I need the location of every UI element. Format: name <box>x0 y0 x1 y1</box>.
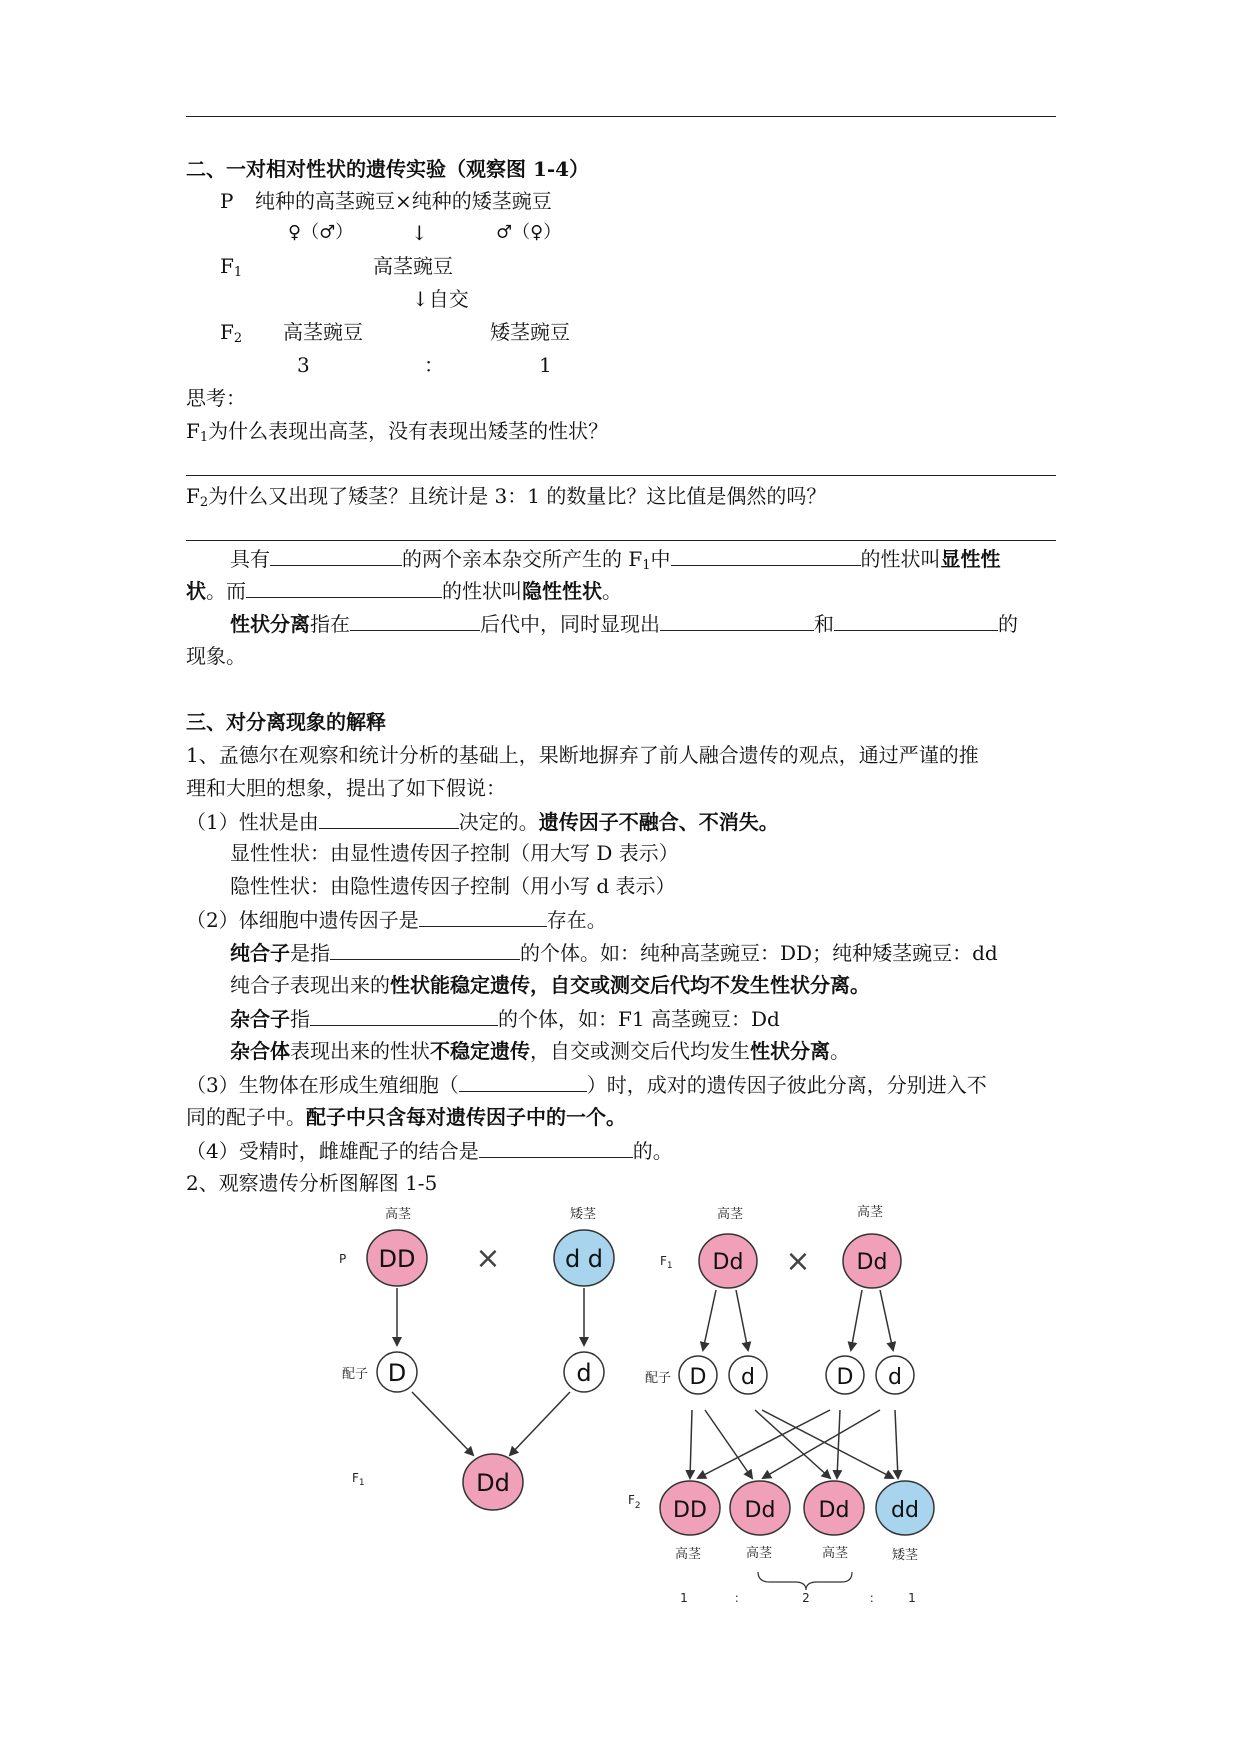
F2-phenotype-2: 高茎 <box>745 1546 773 1561</box>
dominant-trait-note: 显性性状：由显性遗传因子控制（用大写 D 表示） <box>230 841 679 865</box>
arrow-D1-to-DD <box>690 1410 692 1478</box>
homozygote-definition: 纯合子是指 的个体。如：纯种高茎豌豆：DD；纯种矮茎豌豆：dd <box>230 937 998 968</box>
arrow-F1L-to-D <box>703 1290 716 1350</box>
ratio-1-right: 1 <box>908 1591 916 1605</box>
F2-Dd-2-text: Dd <box>818 1498 850 1523</box>
left-f1-label: $F_1$ <box>352 1471 365 1488</box>
arrow-D-to-F1 <box>412 1392 473 1455</box>
hypothesis-intro-line2: 理和大胆的想象，提出了如下假说： <box>186 776 506 800</box>
p-generation-label: P <box>220 189 234 213</box>
hypothesis-intro-line1: 1、孟德尔在观察和统计分析的基础上，果断地摒弃了前人融合遗传的观点，通过严谨的推 <box>186 743 979 767</box>
F2-DD-text: DD <box>673 1498 707 1523</box>
arrow-F1L-to-d <box>736 1290 748 1350</box>
arrow-F1R-to-D <box>851 1290 862 1350</box>
gamete-D-left-text: D <box>387 1359 407 1387</box>
f1-label: $F_1$ <box>220 254 243 280</box>
gamete-d2-text: d <box>888 1365 902 1390</box>
left-tall-label: 高茎 <box>384 1207 412 1222</box>
dominant-definition-line1: 具有 的两个亲本杂交所产生的 $F_1$中 的性状叫显性性 <box>230 543 1001 581</box>
right-f2-label: $F_2$ <box>628 1493 641 1511</box>
F1-Dd-left-text: Dd <box>712 1250 744 1275</box>
gamete-D1-text: D <box>689 1365 707 1390</box>
sex-symbols-right: ♂（♀） <box>496 222 562 243</box>
gamete-d1-text: d <box>741 1365 755 1390</box>
p-generation-text: 纯种的高茎豌豆×纯种的矮茎豌豆 <box>255 189 552 213</box>
heterozygote-definition: 杂合子指 的个体，如：F1 高茎豌豆：Dd <box>230 1003 780 1034</box>
ratio-three: 3 <box>297 353 310 377</box>
right-gamete-label: 配子 <box>645 1371 672 1386</box>
hypothesis-3-line1: （3）生物体在形成生殖细胞（ ）时，成对的遗传因子彼此分离，分别进入不 <box>186 1069 987 1100</box>
gamete-d-left-text: d <box>576 1359 592 1387</box>
f2-label: $F_2$ <box>220 320 243 346</box>
ratio-colon-1: ： <box>733 1591 747 1605</box>
section2-heading: 二、一对相对性状的遗传实验（观察图 1-4） <box>186 157 590 181</box>
arrow-d2-to-dd <box>895 1410 898 1478</box>
ratio-colon: ： <box>424 353 444 377</box>
parent-dd-text: d d <box>564 1245 604 1273</box>
homozygote-stability: 纯合子表现出来的性状能稳定遗传，自交或测交后代均不发生性状分离。 <box>230 973 870 997</box>
parent-DD-text: DD <box>378 1245 416 1273</box>
ratio-2: 2 <box>802 1591 810 1605</box>
question-1: $F_1$为什么表现出高茎，没有表现出矮茎的性状？ <box>186 419 609 445</box>
ratio-one: 1 <box>539 353 552 377</box>
ratio-colon-2: ： <box>868 1591 882 1605</box>
f1-phenotype: 高茎豌豆 <box>373 254 453 278</box>
selfing-arrow: ↓自交 <box>412 287 469 311</box>
recessive-trait-note: 隐性性状：由隐性遗传因子控制（用小写 d 表示） <box>230 874 676 898</box>
hypothesis-3-line2: 同的配子中。配子中只含每对遗传因子中的一个。 <box>186 1105 626 1129</box>
right-f1-label: $F_1$ <box>660 1254 673 1271</box>
f2-tall-phenotype: 高茎豌豆 <box>283 320 363 344</box>
arrow-D1-to-Dd1 <box>705 1410 752 1478</box>
cross-down-arrow: ↓ <box>411 221 428 245</box>
F1-Dd-right-text: Dd <box>856 1250 888 1275</box>
segregation-definition-line2: 现象。 <box>186 644 246 668</box>
F2-phenotype-4: 矮茎 <box>891 1548 919 1563</box>
hypothesis-2: （2）体细胞中遗传因子是 存在。 <box>186 904 607 935</box>
F2-phenotype-3: 高茎 <box>821 1546 849 1561</box>
F2-phenotype-1: 高茎 <box>674 1547 702 1562</box>
right-tall-label-2: 高茎 <box>856 1205 884 1220</box>
left-short-label: 矮茎 <box>569 1207 597 1222</box>
f2-short-phenotype: 矮茎豌豆 <box>490 320 570 344</box>
left-gamete-label: 配子 <box>342 1367 369 1382</box>
dominant-definition-line2: 状。而 的性状叫隐性性状。 <box>186 575 622 606</box>
figure-reference: 2、观察遗传分析图解图 1-5 <box>186 1171 438 1195</box>
left-cross-symbol: × <box>475 1241 501 1276</box>
arrow-F1R-to-d <box>880 1290 893 1350</box>
right-cross-symbol: × <box>785 1244 811 1279</box>
sex-symbols-left: ♀（♂） <box>288 222 354 243</box>
arrow-d1-to-Dd2 <box>755 1410 830 1478</box>
segregation-definition-line1: 性状分离指在 后代中，同时显现出 和 的 <box>230 608 1018 639</box>
think-label: 思考： <box>186 386 246 410</box>
hypothesis-4: （4）受精时，雌雄配子的结合是 的。 <box>186 1135 673 1166</box>
F1-Dd-text: Dd <box>476 1469 510 1497</box>
arrow-D2-to-Dd2 <box>837 1410 840 1478</box>
arrow-D2-to-DD <box>698 1410 830 1478</box>
F2-dd-text: dd <box>891 1498 919 1523</box>
question-2: $F_2$为什么又出现了矮茎？且统计是 3：1 的数量比？这比值是偶然的吗？ <box>186 484 827 510</box>
F2-Dd-1-text: Dd <box>744 1498 776 1523</box>
right-tall-label-1: 高茎 <box>716 1207 744 1222</box>
ratio-1-left: 1 <box>680 1591 688 1605</box>
ratio-brace <box>758 1572 852 1590</box>
gamete-D2-text: D <box>836 1365 854 1390</box>
section3-heading: 三、对分离现象的解释 <box>186 710 386 734</box>
hypothesis-1: （1）性状是由 决定的。遗传因子不融合、不消失。 <box>186 806 779 837</box>
heterozygote-instability: 杂合体表现出来的性状不稳定遗传，自交或测交后代均发生性状分离。 <box>230 1039 850 1063</box>
arrow-d-to-F1 <box>510 1392 570 1455</box>
left-p-label: P <box>339 1252 347 1266</box>
